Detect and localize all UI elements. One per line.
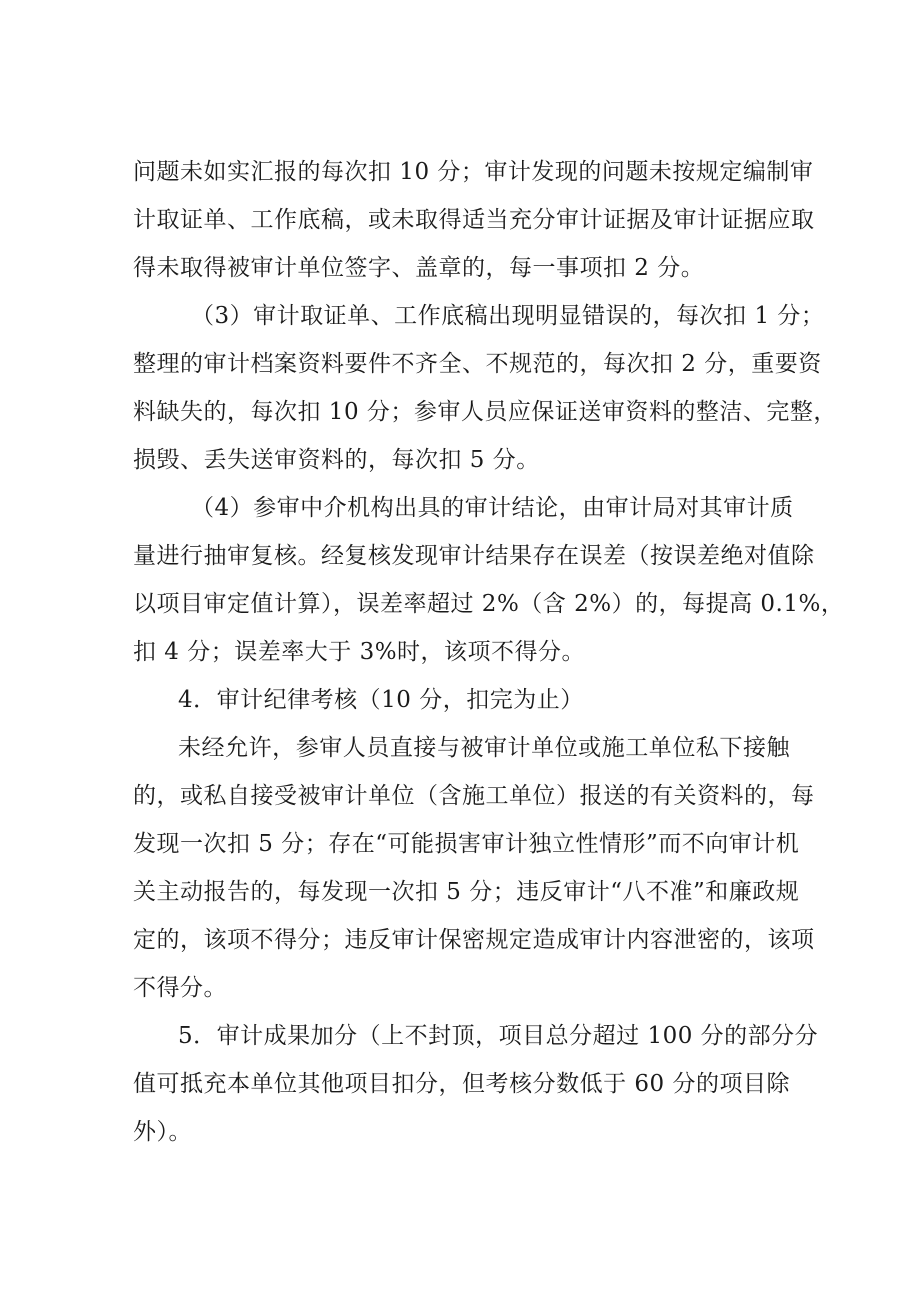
text-line: 量进行抽审复核。经复核发现审计结果存在误差（按误差绝对值除 [133, 543, 815, 569]
text-line: 的，或私自接受被审计单位（含施工单位）报送的有关资料的，每 [133, 783, 815, 809]
text-line: 以项目审定值计算），误差率超过 2%（含 2%）的，每提高 0.1%， [133, 591, 845, 617]
text-line: 得未取得被审计单位签字、盖章的，每一事项扣 2 分。 [133, 255, 705, 281]
section-heading: 4．审计纪律考核（10 分，扣完为止） [178, 687, 584, 713]
text-line: 损毁、丢失送审资料的，每次扣 5 分。 [133, 447, 540, 473]
text-line: 问题未如实汇报的每次扣 10 分；审计发现的问题未按规定编制审 [133, 159, 814, 185]
text-line: （3）审计取证单、工作底稿出现明显错误的，每次扣 1 分； [191, 303, 825, 329]
text-line: 扣 4 分；误差率大于 3%时，该项不得分。 [133, 639, 586, 665]
text-line: 值可抵充本单位其他项目扣分，但考核分数低于 60 分的项目除 [133, 1071, 790, 1097]
text-line: 关主动报告的，每发现一次扣 5 分；违反审计“八不准”和廉政规 [133, 879, 800, 905]
text-line: 不得分。 [133, 975, 227, 1001]
text-line: 未经允许，参审人员直接与被审计单位或施工单位私下接触 [178, 735, 790, 761]
text-line: 定的，该项不得分；违反审计保密规定造成审计内容泄密的，该项 [133, 927, 815, 953]
text-line: （4）参审中介机构出具的审计结论，由审计局对其审计质 [191, 495, 794, 521]
section-heading: 5．审计成果加分（上不封顶，项目总分超过 100 分的部分分 [178, 1023, 819, 1049]
text-line: 料缺失的，每次扣 10 分；参审人员应保证送审资料的整洁、完整， [133, 399, 837, 425]
text-line: 整理的审计档案资料要件不齐全、不规范的，每次扣 2 分，重要资 [133, 351, 822, 377]
text-line: 计取证单、工作底稿，或未取得适当充分审计证据及审计证据应取 [133, 207, 815, 233]
text-line: 发现一次扣 5 分；存在“可能损害审计独立性情形”而不向审计机 [133, 831, 800, 857]
text-line: 外）。 [133, 1119, 192, 1145]
